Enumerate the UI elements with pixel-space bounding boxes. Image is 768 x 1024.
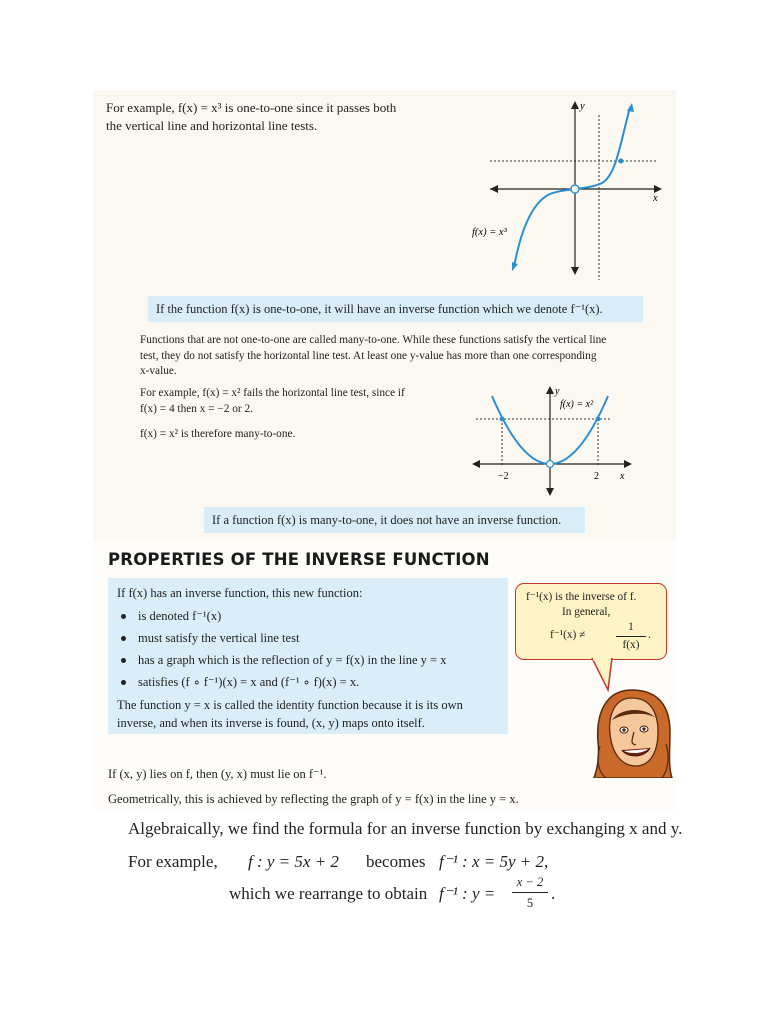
bubble-line2: In general,: [562, 606, 611, 618]
cubic-intro-line1: For example, f(x) = x³ is one-to-one since it passes both: [106, 100, 397, 115]
intersection-right: [596, 417, 601, 422]
identity-line1: The function y = x is called the identity function because it is its own: [117, 698, 463, 712]
square-graph: [470, 382, 640, 498]
intersection-point: [619, 159, 624, 164]
bubble-fraction-denominator: f(x): [622, 639, 640, 651]
cartoon-character-illustration: [592, 686, 676, 778]
one-to-one-text: If the function f(x) is one-to-one, it will have an inverse function which we denote f⁻¹(x).: [156, 302, 603, 316]
algebra-result-tail: .: [551, 884, 556, 903]
properties-panel: [108, 578, 508, 734]
bullet-dot: [121, 636, 126, 641]
algebra-fraction-numerator: x − 2: [516, 875, 544, 889]
algebra-line1: Algebraically, we find the formula for an inverse function by exchanging x and y.: [128, 819, 683, 838]
bubble-line1: f⁻¹(x) is the inverse of f.: [526, 591, 637, 603]
bubble-tail-period: .: [648, 629, 651, 641]
many-to-one-box: [204, 507, 585, 533]
bubble-fraction-numerator: 1: [628, 621, 634, 633]
algebra-result-lhs: f⁻¹ : y =: [439, 884, 496, 903]
x-axis-label: x: [653, 193, 658, 204]
curve-arrow-top: [627, 103, 634, 112]
bubble-fraction-bar: [616, 636, 646, 637]
origin-point: [571, 185, 579, 193]
algebra-fraction-denominator: 5: [526, 896, 534, 910]
algebra-example-finv: f⁻¹ : x = 5y + 2,: [439, 852, 549, 871]
identity-line2: inverse, and when its inverse is found, (x, y) maps onto itself.: [117, 716, 425, 730]
one-to-one-box: [148, 296, 643, 322]
property-bullet-3: has a graph which is the reflection of y = f(x) in the line y = x: [138, 653, 447, 667]
property-bullet-4: satisfies (f ∘ f⁻¹)(x) = x and (f⁻¹ ∘ f)(x) = x.: [138, 675, 360, 689]
reflection-line1: If (x, y) lies on f, then (y, x) must lie on f⁻¹.: [108, 767, 327, 781]
many-to-one-para-line1: Functions that are not one-to-one are called many-to-one. While these functions satisfy the vertical line: [140, 334, 607, 346]
bubble-inequality-lhs: f⁻¹(x) ≠: [550, 629, 586, 641]
intersection-left: [500, 417, 505, 422]
x-axis-arrow-right: [654, 185, 662, 193]
y-axis-arrow-down: [571, 267, 579, 275]
y-axis-arrow-down: [546, 488, 554, 496]
bullet-dot: [121, 680, 126, 685]
property-bullet-2: must satisfy the vertical line test: [138, 631, 300, 645]
algebra-fraction-bar: [512, 892, 548, 893]
y-axis-arrow-up: [546, 386, 554, 394]
y-axis-arrow-up: [571, 101, 579, 109]
square-example-line1: For example, f(x) = x² fails the horizontal line test, since if: [140, 387, 405, 399]
algebra-rearrange: which we rearrange to obtain: [229, 884, 428, 903]
square-example-line2: f(x) = 4 then x = −2 or 2.: [140, 403, 253, 415]
x-axis-arrow-left: [490, 185, 498, 193]
reflection-line2: Geometrically, this is achieved by reflecting the graph of y = f(x) in the line y = x.: [108, 792, 519, 806]
cubic-graph: [468, 95, 678, 280]
bullet-dot: [121, 658, 126, 663]
many-to-one-para-line3: x-value.: [140, 365, 177, 377]
tick-label-2: 2: [594, 471, 599, 482]
x-axis-arrow-left: [472, 460, 480, 468]
many-to-one-text: If a function f(x) is many-to-one, it does not have an inverse function.: [212, 513, 562, 527]
y-axis-label: y: [555, 386, 560, 397]
cubic-function-label: f(x) = x³: [472, 227, 507, 238]
square-function-label: f(x) = x²: [560, 399, 594, 410]
algebra-example-f: f : y = 5x + 2: [248, 852, 339, 871]
y-axis-label: y: [580, 101, 585, 112]
algebra-example-prefix: For example,: [128, 852, 218, 871]
many-to-one-para-line2: test, they do not satisfy the horizontal line test. At least one y-value has more than one corresponding: [140, 350, 597, 362]
algebra-becomes: becomes: [366, 852, 426, 871]
x-axis-arrow-right: [624, 460, 632, 468]
vertex-point: [547, 461, 554, 468]
curve-arrow-bottom: [512, 262, 518, 271]
tick-label-neg2: −2: [498, 471, 509, 482]
property-bullet-1: is denoted f⁻¹(x): [138, 609, 222, 623]
cubic-intro-line2: the vertical line and horizontal line tests.: [106, 118, 318, 133]
inverse-note-bubble: [515, 583, 667, 660]
properties-heading: PROPERTIES OF THE INVERSE FUNCTION: [108, 550, 490, 569]
properties-intro: If f(x) has an inverse function, this new function:: [117, 586, 363, 600]
bullet-dot: [121, 614, 126, 619]
square-conclusion: f(x) = x² is therefore many-to-one.: [140, 428, 296, 440]
x-axis-label: x: [620, 471, 625, 482]
